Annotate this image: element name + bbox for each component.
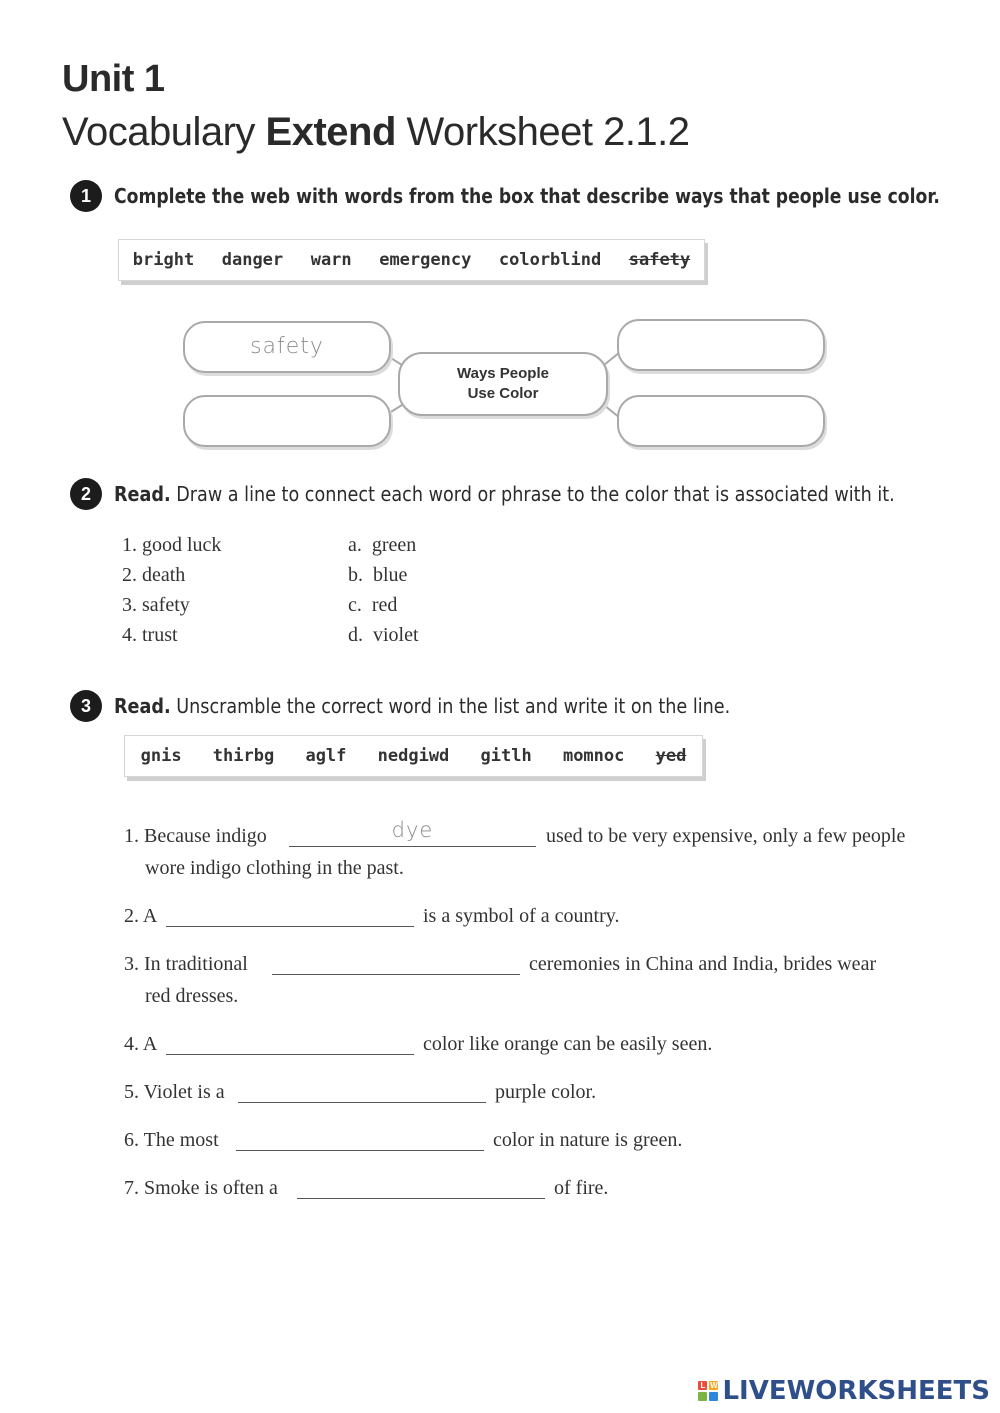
brand-name: LIVEWORKSHEETS xyxy=(722,1376,990,1406)
sentence-2-after: is a symbol of a country. xyxy=(423,905,620,927)
sentence-4-after: color like orange can be easily seen. xyxy=(423,1033,713,1055)
sentence-1-after: used to be very expensive, only a few people xyxy=(546,825,906,847)
sentence-2-before: 2. A xyxy=(124,905,158,927)
web-answer-text: safety xyxy=(250,334,324,359)
match-left-item[interactable]: 1. good luck xyxy=(122,534,222,556)
section-1-instruction: Complete the web with words from the box that describe ways that people use color. xyxy=(114,184,940,208)
match-right-item[interactable] xyxy=(348,620,419,650)
match-left-column xyxy=(122,530,221,650)
match-left-item[interactable]: 2. death xyxy=(122,564,186,586)
section-3-word-box xyxy=(124,735,703,777)
logo-cell xyxy=(709,1392,718,1401)
web-center-node xyxy=(398,352,608,416)
sentence-7-before: 7. Smoke is often a xyxy=(124,1177,278,1199)
match-left-item[interactable]: 4. trust xyxy=(122,624,178,646)
sentence-6-before: 6. The most xyxy=(124,1129,219,1151)
logo-cell: W xyxy=(710,1381,718,1390)
sentence-1-blank[interactable] xyxy=(289,846,536,847)
section-1-number: 1 xyxy=(70,180,102,212)
match-letter: d. xyxy=(348,624,363,646)
sentence-3-before: 3. In traditional xyxy=(124,953,248,975)
sentence-6-blank[interactable] xyxy=(236,1150,484,1151)
unit-label: Unit 1 xyxy=(62,58,165,100)
word-box-item: gitlh xyxy=(480,746,532,766)
sentence-5-after: purple color. xyxy=(495,1081,597,1103)
match-left-item[interactable]: 3. safety xyxy=(122,594,190,616)
web-answer-box-3[interactable] xyxy=(617,319,825,371)
match-color: red xyxy=(371,594,398,616)
sentence-5-before: 5. Violet is a xyxy=(124,1081,225,1103)
match-color: blue xyxy=(373,564,408,586)
sentence-3-continued: red dresses. xyxy=(145,985,239,1007)
logo-cell xyxy=(698,1392,707,1401)
sentence-3-after: ceremonies in China and India, brides wear xyxy=(529,953,877,975)
sentence-1-answer: dye xyxy=(391,818,434,842)
word-box-item: momnoc xyxy=(562,746,625,766)
word-box-item: emergency xyxy=(379,250,472,270)
web-answer-box-2[interactable] xyxy=(183,395,391,447)
sentence-3-blank[interactable] xyxy=(272,974,520,975)
word-box-item: gnis xyxy=(140,746,182,766)
sentence-7-blank[interactable] xyxy=(297,1198,545,1199)
worksheet-title xyxy=(62,110,690,155)
section-3-instruction-text: Unscramble the correct word in the list and write it on the line. xyxy=(170,694,731,718)
liveworksheets-brand[interactable] xyxy=(698,1376,990,1406)
section-3-read: Read. xyxy=(114,694,171,718)
section-2-read: Read. xyxy=(114,482,171,506)
match-right-item[interactable] xyxy=(348,530,419,560)
word-box-item: colorblind xyxy=(498,250,602,270)
sentence-4-blank[interactable] xyxy=(166,1054,414,1055)
title-prefix: Vocabulary xyxy=(62,110,266,154)
section-3-instruction xyxy=(114,694,730,718)
match-letter: a. xyxy=(348,534,362,556)
sentence-1-continued: wore indigo clothing in the past. xyxy=(145,857,404,879)
liveworksheets-logo-icon xyxy=(698,1381,718,1401)
match-right-column xyxy=(348,530,419,650)
match-letter: c. xyxy=(348,594,362,616)
match-letter: b. xyxy=(348,564,363,586)
word-box-item-crossed: safety xyxy=(628,250,691,270)
web-answer-box-4[interactable] xyxy=(617,395,825,447)
word-box-item: nedgiwd xyxy=(377,746,450,766)
web-center-line-2: Use Color xyxy=(467,385,539,402)
word-box-item: warn xyxy=(310,250,352,270)
section-2-instruction xyxy=(114,482,895,506)
section-3-number: 3 xyxy=(70,690,102,722)
sentence-5-blank[interactable] xyxy=(238,1102,486,1103)
sentence-7-after: of fire. xyxy=(554,1177,609,1199)
title-suffix: Worksheet 2.1.2 xyxy=(395,110,690,154)
logo-cell: L xyxy=(698,1381,707,1390)
web-center-line-1: Ways People xyxy=(457,365,549,382)
word-box-item: danger xyxy=(221,250,284,270)
web-answer-box-1[interactable] xyxy=(183,321,391,373)
word-box-item: thirbg xyxy=(212,746,275,766)
match-right-item[interactable] xyxy=(348,560,419,590)
sentence-6-after: color in nature is green. xyxy=(493,1129,683,1151)
word-box-item: aglf xyxy=(305,746,347,766)
title-bold: Extend xyxy=(265,110,396,154)
sentence-1-before: 1. Because indigo xyxy=(124,825,267,847)
sentence-2-blank[interactable] xyxy=(166,926,414,927)
section-2-number: 2 xyxy=(70,478,102,510)
word-box-item: bright xyxy=(132,250,195,270)
match-color: violet xyxy=(373,624,419,646)
section-1-word-box xyxy=(118,239,705,281)
section-2-instruction-text: Draw a line to connect each word or phrase to the color that is associated with it. xyxy=(170,482,895,506)
sentence-4-before: 4. A xyxy=(124,1033,158,1055)
word-box-item-crossed: yed xyxy=(655,746,687,766)
match-color: green xyxy=(371,534,417,556)
match-right-item[interactable] xyxy=(348,590,419,620)
